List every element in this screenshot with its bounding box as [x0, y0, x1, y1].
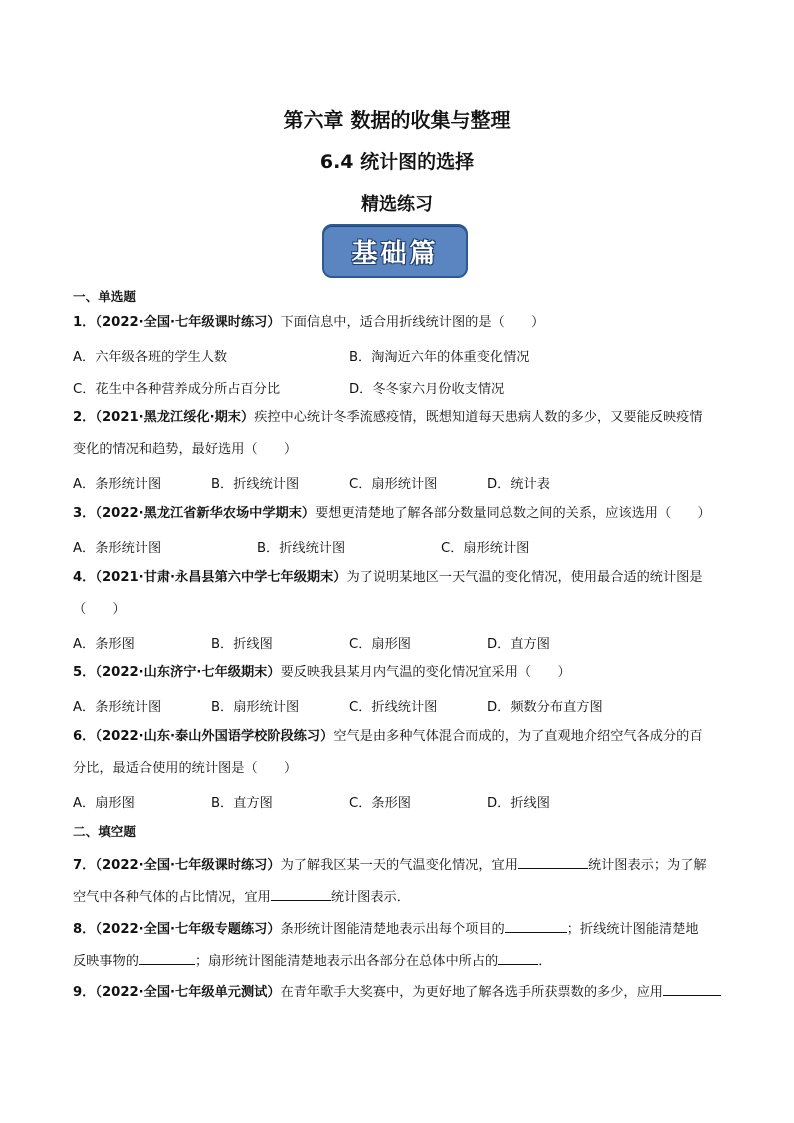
question-text: ；扇形统计图能清楚地表示出各部分在总体中所占的 [194, 954, 499, 969]
lesson-title: 6.4 统计图的选择 [319, 151, 475, 173]
question-text: 统计图表示． [330, 890, 410, 905]
question-7-continued [73, 887, 410, 907]
q6-option-b: B．直方图 [211, 796, 273, 811]
question-4 [73, 569, 703, 587]
question-source: （2021·甘肃·永昌县第六中学七年级期末） [95, 570, 347, 585]
question-8-continued [73, 951, 551, 971]
question-source: （2022·黑龙江省新华农场中学期末） [95, 506, 316, 521]
question-number: 9． [73, 985, 96, 1000]
question-2 [73, 409, 703, 427]
question-text: 反映事物的 [73, 954, 139, 969]
question-4-continued: （ ） [73, 602, 126, 617]
question-text: 空气中各种气体的占比情况，宜用 [73, 890, 271, 905]
question-source: （2022·全国·七年级专题练习） [95, 922, 281, 937]
question-text: 要想更清楚地了解各部分数量同总数之间的关系，应该选用（ ） [315, 506, 711, 521]
question-text: 下面信息中，适合用折线统计图的是（ ） [280, 315, 545, 330]
question-8 [73, 919, 699, 939]
answer-blank[interactable] [271, 887, 331, 901]
question-9 [73, 982, 721, 1002]
q2-option-d: D．统计表 [487, 477, 550, 492]
question-text: 为了解我区某一天的气温变化情况，宜用 [280, 858, 518, 873]
q1-option-c: C．花生中各种营养成分所占百分比 [73, 382, 281, 397]
q1-option-b: B．淘淘近六年的体重变化情况 [349, 350, 530, 365]
question-text: 疾控中心统计冬季流感疫情，既想知道每天患病人数的多少，又要能反映疫情 [254, 410, 703, 425]
question-source: （2022·山东·泰山外国语学校阶段练习） [95, 729, 334, 744]
q2-option-a: A．条形统计图 [73, 477, 162, 492]
level-badge-label: 基础篇 [351, 238, 439, 269]
q4-option-b: B．折线图 [211, 637, 273, 652]
q5-option-c: C．折线统计图 [349, 700, 438, 715]
question-number: 2． [73, 410, 96, 425]
chapter-title: 第六章 数据的收集与整理 [283, 108, 511, 132]
q2-option-b: B．折线统计图 [211, 477, 300, 492]
question-number: 7． [73, 858, 96, 873]
question-number: 8． [73, 922, 96, 937]
q5-option-a: A．条形统计图 [73, 700, 162, 715]
question-number: 5． [73, 665, 96, 680]
question-text: ；折线统计图能清楚地 [566, 922, 699, 937]
question-number: 3． [73, 506, 96, 521]
q3-option-c: C．扇形统计图 [441, 541, 530, 556]
level-badge [322, 224, 468, 278]
question-6-continued: 分比，最适合使用的统计图是（ ） [73, 761, 298, 776]
q1-option-a: A．六年级各班的学生人数 [73, 350, 228, 365]
answer-blank[interactable] [139, 951, 195, 965]
question-source: （2021·黑龙江绥化·期末） [95, 410, 255, 425]
q3-option-b: B．折线统计图 [257, 541, 346, 556]
q6-option-c: C．条形图 [349, 796, 411, 811]
q3-option-a: A．条形统计图 [73, 541, 162, 556]
q6-option-a: A．扇形图 [73, 796, 135, 811]
question-7 [73, 855, 707, 875]
question-text: 为了说明某地区一天气温的变化情况，使用最合适的统计图是 [346, 570, 703, 585]
question-2-continued: 变化的情况和趋势，最好选用（ ） [73, 442, 298, 457]
page-subtitle: 精选练习 [361, 194, 433, 215]
q6-option-d: D．折线图 [487, 796, 550, 811]
question-source: （2022·全国·七年级课时练习） [95, 858, 281, 873]
question-text: 条形统计图能清楚地表示出每个项目的 [280, 922, 505, 937]
q4-option-a: A．条形图 [73, 637, 135, 652]
question-number: 1． [73, 315, 96, 330]
q4-option-c: C．扇形图 [349, 637, 411, 652]
question-text: 要反映我县某月内气温的变化情况宜采用（ ） [280, 665, 571, 680]
q5-option-b: B．扇形统计图 [211, 700, 300, 715]
answer-blank[interactable] [518, 855, 588, 869]
section-heading-fill: 二、填空题 [73, 824, 136, 839]
question-text: ． [538, 954, 552, 969]
answer-blank[interactable] [498, 951, 538, 965]
question-5 [73, 664, 571, 682]
question-text: 空气是由多种气体混合而成的，为了直观地介绍空气各成分的百 [333, 729, 703, 744]
q4-option-d: D．直方图 [487, 637, 550, 652]
q1-option-d: D．冬冬家六月份收支情况 [349, 382, 505, 397]
q5-option-d: D．频数分布直方图 [487, 700, 603, 715]
question-number: 6． [73, 729, 96, 744]
answer-blank[interactable] [663, 982, 721, 996]
question-source: （2022·全国·七年级课时练习） [95, 315, 281, 330]
question-1 [73, 314, 544, 332]
question-source: （2022·全国·七年级单元测试） [95, 985, 281, 1000]
question-number: 4． [73, 570, 96, 585]
question-text: 在青年歌手大奖赛中，为更好地了解各选手所获票数的多少，应用 [280, 985, 663, 1000]
section-heading-choice: 一、单选题 [73, 289, 136, 304]
q2-option-c: C．扇形统计图 [349, 477, 438, 492]
answer-blank[interactable] [505, 919, 567, 933]
question-3 [73, 505, 711, 523]
question-6 [73, 728, 703, 746]
question-text: 统计图表示；为了解 [587, 858, 707, 873]
question-source: （2022·山东济宁·七年级期末） [95, 665, 281, 680]
